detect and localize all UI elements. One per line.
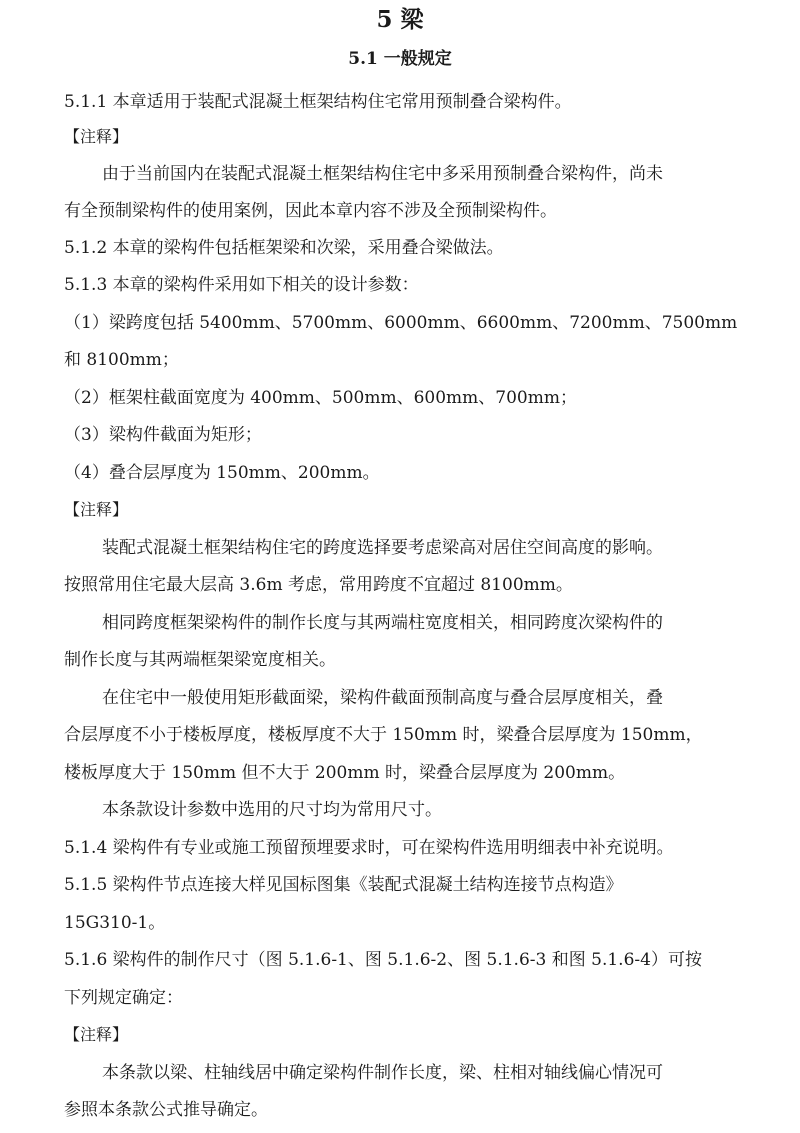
note-paragraph-line: 参照本条款公式推导确定。 — [64, 1100, 268, 1120]
chapter-title: 5 梁 — [376, 6, 424, 33]
list-item-1-cont: 和 8100mm； — [64, 350, 179, 370]
note-paragraph-line: 按照常用住宅最大层高 3.6m 考虑，常用跨度不宜超过 8100mm。 — [64, 575, 573, 595]
clause-5-1-2: 5.1.2 本章的梁构件包括框架梁和次梁，采用叠合梁做法。 — [64, 238, 504, 258]
note-paragraph-line: 由于当前国内在装配式混凝土框架结构住宅中多采用预制叠合梁构件，尚未 — [102, 164, 663, 184]
note-paragraph-line: 装配式混凝土框架结构住宅的跨度选择要考虑梁高对居住空间高度的影响。 — [102, 538, 663, 558]
clause-5-1-6-cont: 下列规定确定： — [64, 988, 183, 1008]
note-label: 【注释】 — [64, 1025, 129, 1044]
note-paragraph-line: 有全预制梁构件的使用案例，因此本章内容不涉及全预制梁构件。 — [64, 201, 557, 221]
note-paragraph-line: 合层厚度不小于楼板厚度，楼板厚度不大于 150mm 时，梁叠合层厚度为 150mm， — [64, 725, 703, 745]
section-title: 5.1 一般规定 — [348, 49, 452, 69]
list-item-3: （3）梁构件截面为矩形； — [64, 425, 262, 445]
note-paragraph-line: 本条款设计参数中选用的尺寸均为常用尺寸。 — [102, 800, 442, 820]
list-item-2: （2）框架柱截面宽度为 400mm、500mm、600mm、700mm； — [64, 388, 577, 408]
note-paragraph-line: 制作长度与其两端框架梁宽度相关。 — [64, 650, 336, 670]
clause-5-1-4: 5.1.4 梁构件有专业或施工预留预埋要求时，可在梁构件选用明细表中补充说明。 — [64, 838, 674, 858]
note-paragraph-line: 本条款以梁、柱轴线居中确定梁构件制作长度，梁、柱相对轴线偏心情况可 — [102, 1063, 663, 1083]
clause-5-1-1: 5.1.1 本章适用于装配式混凝土框架结构住宅常用预制叠合梁构件。 — [64, 92, 572, 112]
note-label: 【注释】 — [64, 500, 129, 519]
clause-5-1-6: 5.1.6 梁构件的制作尺寸（图 5.1.6-1、图 5.1.6-2、图 5.1.6-3 和图 5.1.6-4）可按 — [64, 950, 702, 970]
clause-5-1-3: 5.1.3 本章的梁构件采用如下相关的设计参数： — [64, 275, 419, 295]
clause-5-1-5-cont: 15G310-1。 — [64, 913, 166, 933]
note-paragraph-line: 楼板厚度大于 150mm 但不大于 200mm 时，梁叠合层厚度为 200mm。 — [64, 763, 626, 783]
list-item-4: （4）叠合层厚度为 150mm、200mm。 — [64, 463, 380, 483]
note-label: 【注释】 — [64, 127, 129, 146]
note-paragraph-line: 相同跨度框架梁构件的制作长度与其两端柱宽度相关，相同跨度次梁构件的 — [102, 613, 663, 633]
note-paragraph-line: 在住宅中一般使用矩形截面梁，梁构件截面预制高度与叠合层厚度相关，叠 — [102, 688, 663, 708]
list-item-1: （1）梁跨度包括 5400mm、5700mm、6000mm、6600mm、7200mm、7500mm — [64, 313, 738, 333]
clause-5-1-5: 5.1.5 梁构件节点连接大样见国标图集《装配式混凝土结构连接节点构造》 — [64, 875, 623, 895]
